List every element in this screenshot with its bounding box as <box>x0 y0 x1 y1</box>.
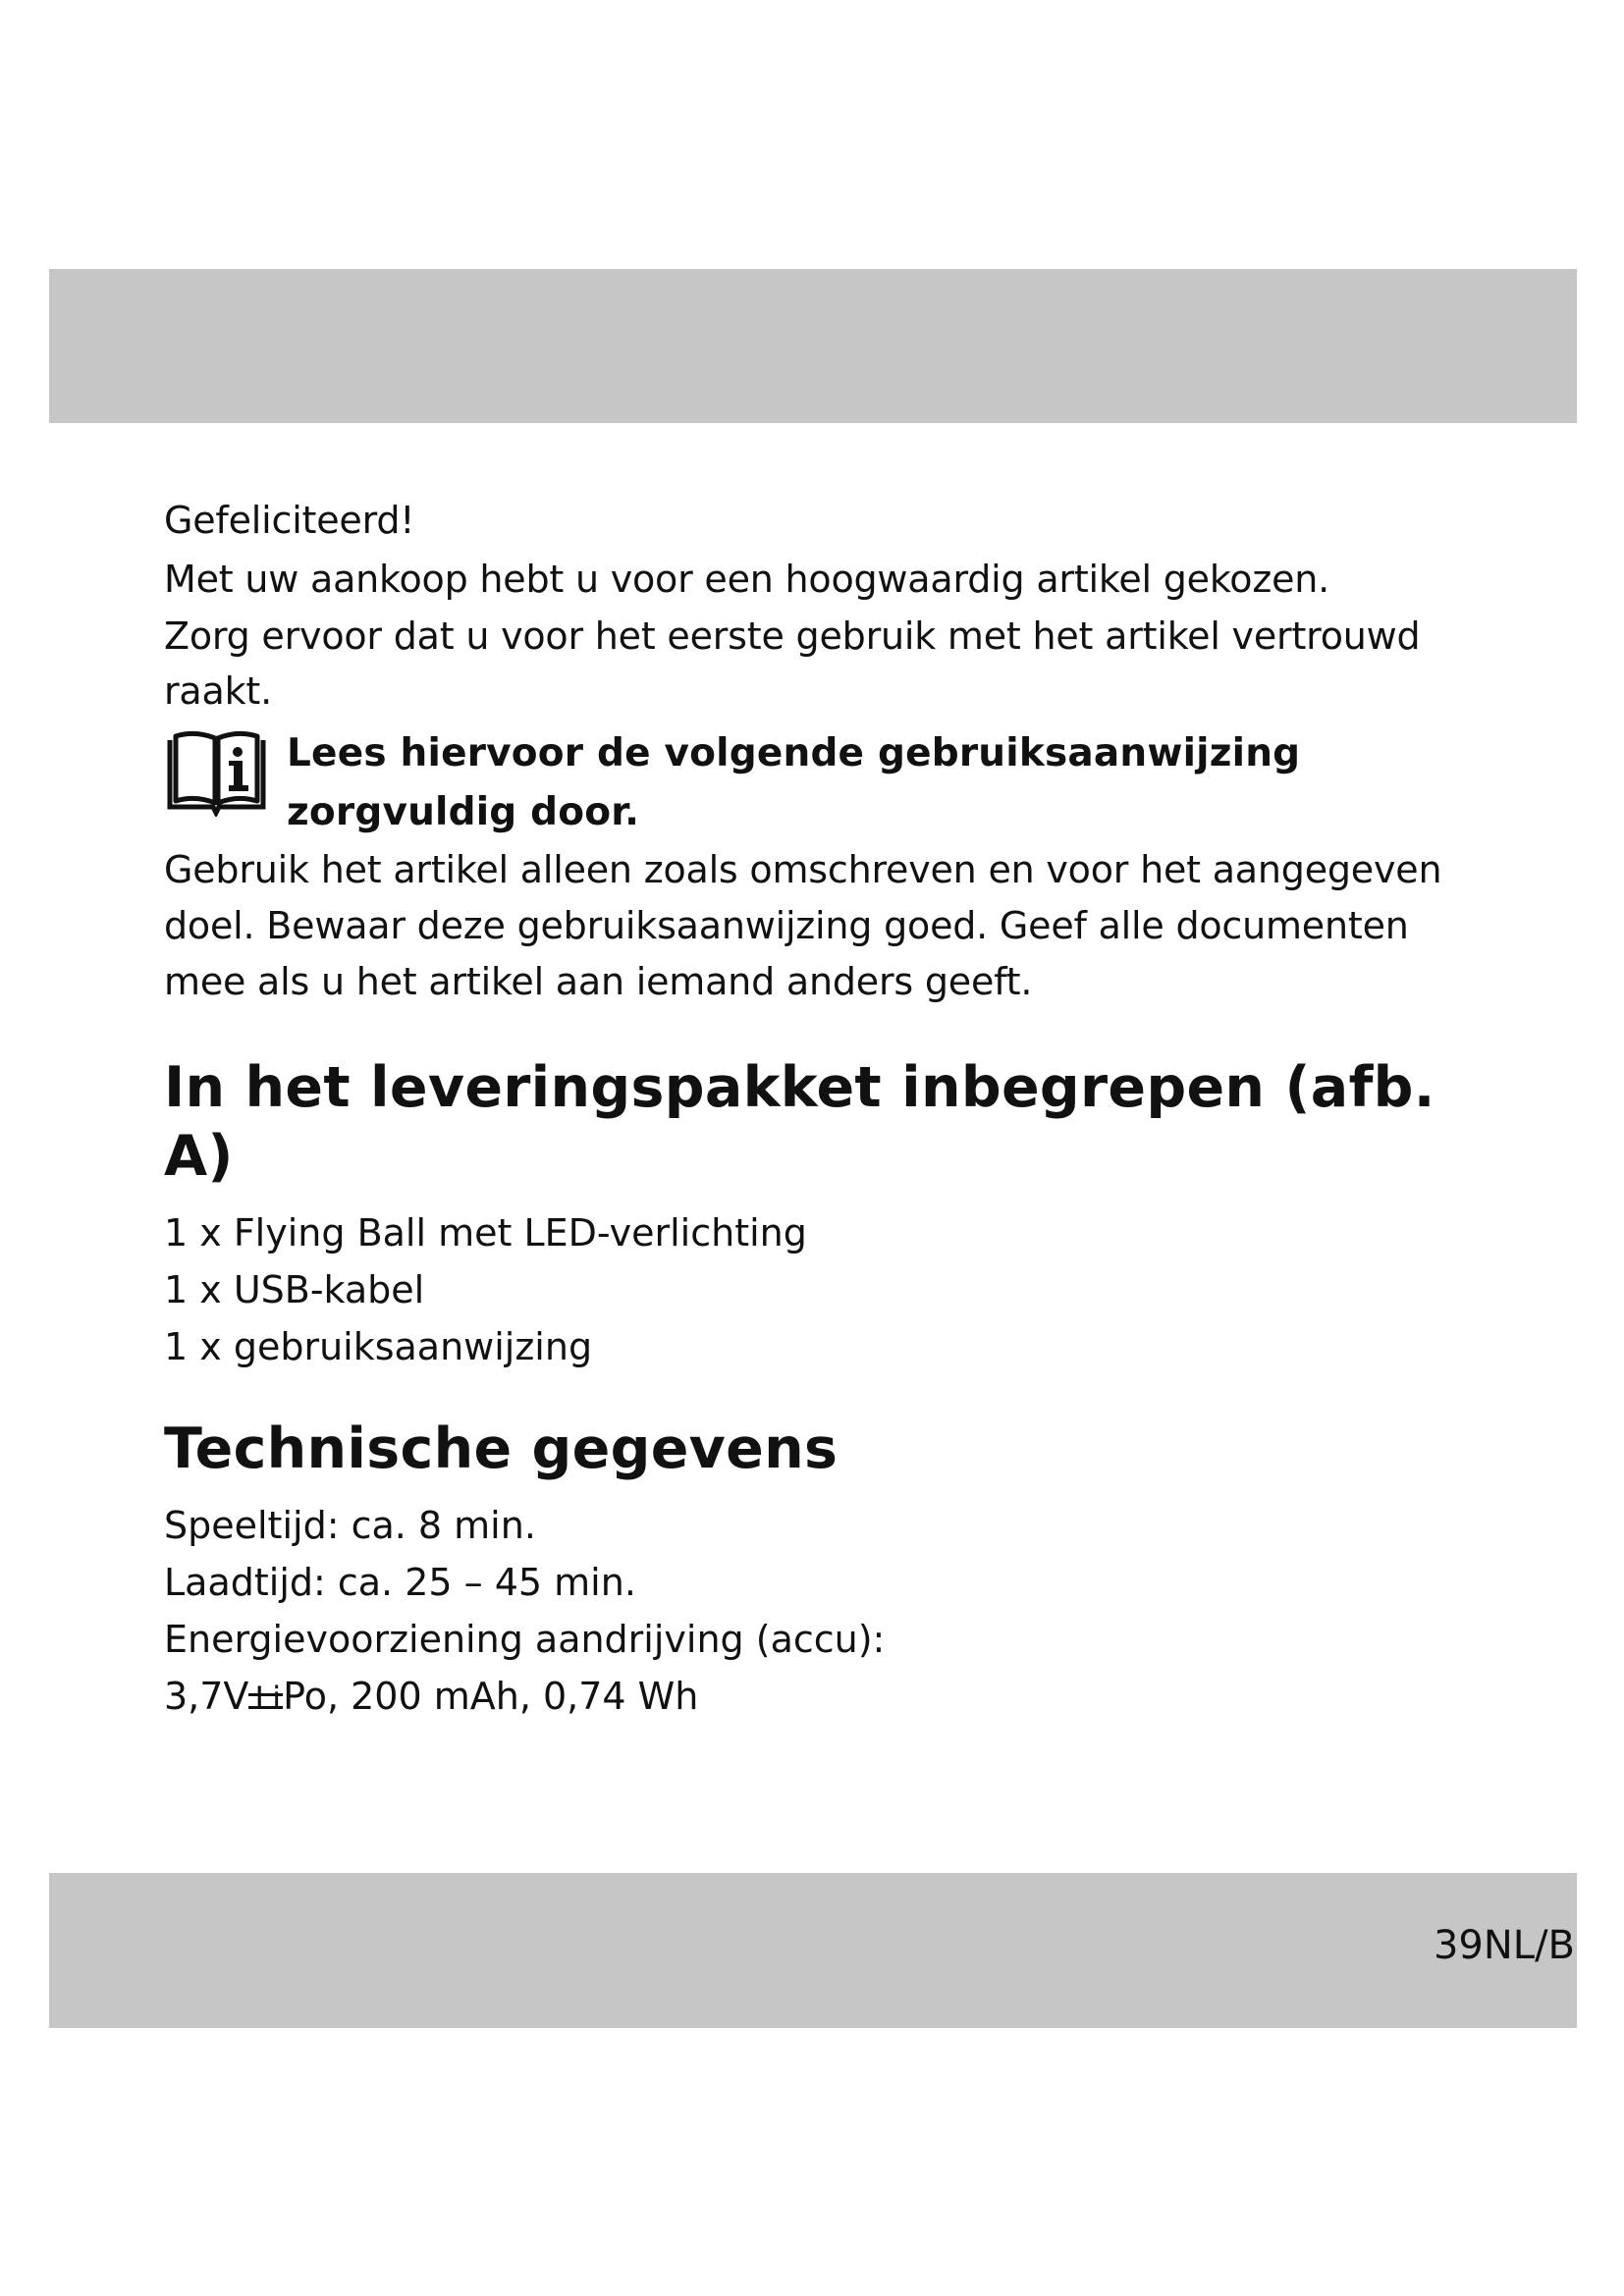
power-rest: Po, 200 mAh, 0,74 Wh <box>283 1675 699 1718</box>
dc-symbol-icon <box>254 1670 281 1727</box>
read-manual-notice <box>164 724 1480 842</box>
power-voltage: 3,7V <box>164 1675 249 1718</box>
header-band <box>49 269 1577 423</box>
delivery-item: 1 x gebruiksaanwijzing <box>164 1325 593 1368</box>
delivery-item: 1 x Flying Ball met LED-verlichting <box>164 1211 807 1255</box>
spec-play-time: Speeltijd: ca. 8 min. <box>164 1504 536 1547</box>
spec-power-label: Energievoorziening aandrijving (accu): <box>164 1618 886 1661</box>
book-info-icon <box>164 728 269 817</box>
page-content <box>164 491 1480 1727</box>
footer-band <box>49 1873 1577 2028</box>
delivery-heading: In het leveringspakket inbegrepen (afb. A) <box>164 1055 1435 1189</box>
specs-heading: Technische gegevens <box>164 1416 839 1481</box>
intro-greeting: Gefeliciteerd! <box>164 499 415 542</box>
page-number: 39NL/B <box>1433 1923 1575 1968</box>
spec-power-value <box>164 1668 1480 1727</box>
read-manual-text: Lees hiervoor de volgende gebruiksaanwijzing zorgvuldig door. <box>287 731 1301 834</box>
intro-purchase: Met uw aankoop hebt u voor een hoogwaardig artikel gekozen. <box>164 558 1330 601</box>
usage-instructions: Gebruik het artikel alleen zoals omschreven en voor het aangegeven doel. Bewaar deze gebruiksaanwijzing goed. Geef alle documenten mee als u het artikel aan iemand anders geeft. <box>164 848 1442 1003</box>
spec-charge-time: Laadtijd: ca. 25 – 45 min. <box>164 1561 636 1604</box>
intro-familiarize: Zorg ervoor dat u voor het eerste gebruik met het artikel vertrouwd raakt. <box>164 614 1421 713</box>
delivery-item: 1 x USB-kabel <box>164 1268 425 1311</box>
dc-symbol-text: Li <box>254 1680 282 1717</box>
